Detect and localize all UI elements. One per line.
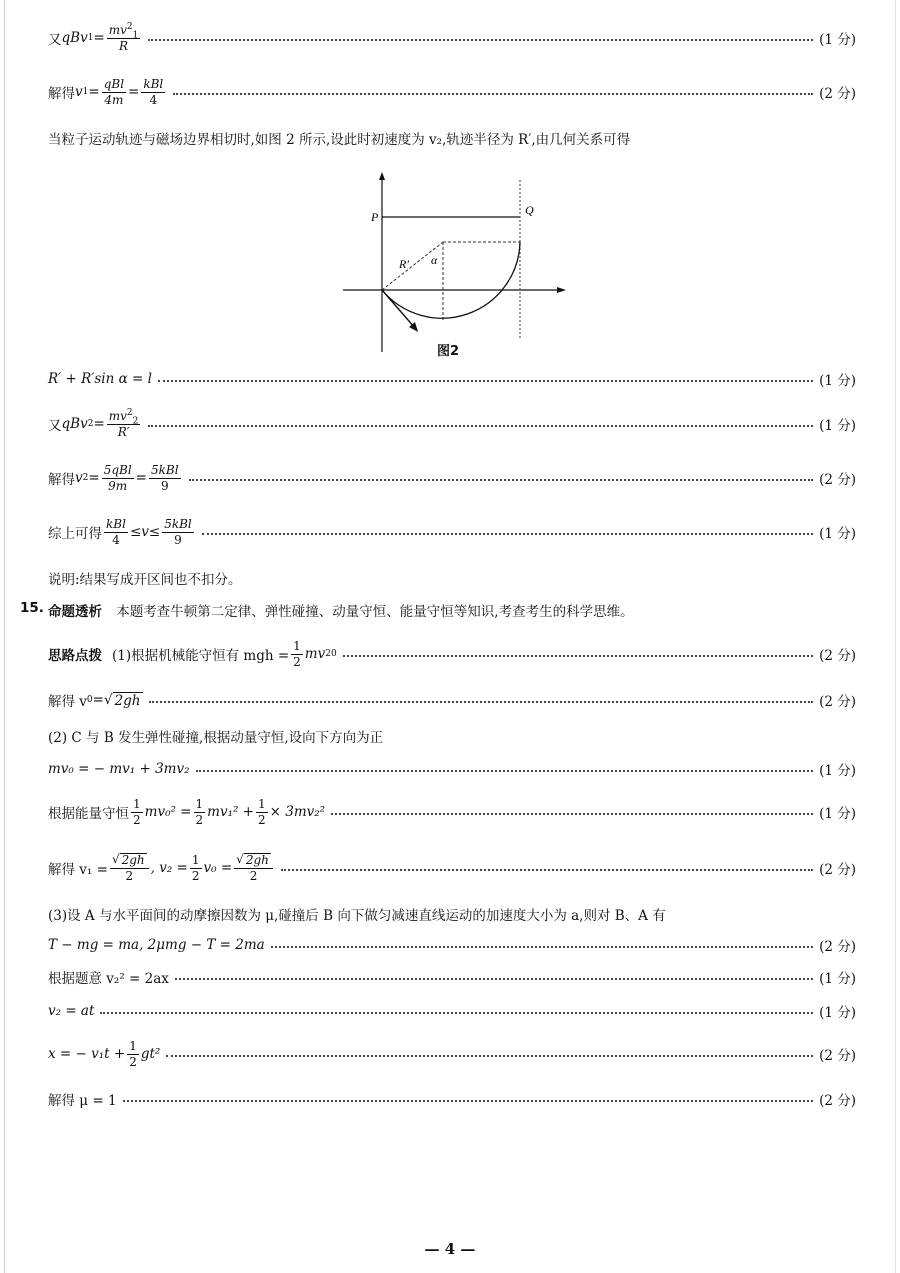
label-q: Q (525, 203, 534, 217)
equation-row-s4 (48, 758, 856, 780)
equation-expr: 根据能量守恒 $\frac{1}{2}$ mv₀² = $\frac{1}{2}$ mv₁² + $\frac{1}{2}$ × 3mv₂² (48, 796, 326, 827)
leader-dots (271, 946, 813, 948)
fraction: $\frac{\text{5kBl}}{9}$ (150, 462, 179, 493)
trajectory-arc (382, 242, 520, 318)
equation-row-4 (48, 368, 856, 390)
fraction: $\frac{1}{2}$ (258, 796, 266, 827)
equation-row-7 (48, 512, 856, 552)
x-axis-arrow (557, 287, 566, 293)
score-label: (1 分) (819, 32, 856, 48)
equation-row-2 (48, 72, 856, 112)
leader-dots (173, 93, 813, 95)
fraction: $\frac{\text{qBl}}{4m}$ (103, 76, 125, 107)
equation-row-s8 (48, 934, 856, 956)
page-number: — 4 — (424, 1240, 476, 1258)
fraction: $\frac{mv^2_1}{R}$ (108, 21, 139, 53)
leader-dots (331, 813, 813, 815)
label-p: P (371, 210, 379, 224)
score-label: (1 分) (819, 763, 856, 779)
equation-expr: mv₀ = − mv₁ + 3mv₂ (48, 761, 190, 777)
score-label: (2 分) (819, 694, 856, 710)
score-label: (1 分) (819, 1005, 856, 1021)
equation-row-s5 (48, 792, 856, 832)
equation-row-s10 (48, 1000, 856, 1022)
paragraph-text: 当粒子运动轨迹与磁场边界相切时,如图 2 所示,设此时初速度为 v₂,轨迹半径为 R′,由几何关系可得 (48, 132, 631, 148)
equation-row-1 (48, 18, 856, 58)
equation-expr: 又 qBv 2 = $\frac{mv^2_2}{R'}$ (48, 407, 139, 439)
leader-dots (100, 1012, 813, 1014)
fraction: $\frac{\text{5qBl}}{9m}$ (103, 462, 132, 493)
equation-expr: T − mg = ma, 2μmg − T = 2ma (48, 937, 265, 953)
score-label: (2 分) (819, 939, 856, 955)
score-label: (1 分) (819, 373, 856, 389)
score-label: (2 分) (819, 1048, 856, 1064)
equation-row-s9 (48, 966, 856, 988)
equation-row-s6 (48, 848, 856, 888)
score-label: (2 分) (819, 472, 856, 488)
leader-dots (189, 479, 814, 481)
score-label: (2 分) (819, 86, 856, 102)
equation-row-s12 (48, 1088, 856, 1110)
equation-expr: 解得 v 2 = $\frac{\text{5qBl}}{9m}$ = $\frac{\text{5kBl}}{9}$ (48, 462, 179, 493)
label-alpha: α (431, 253, 438, 267)
velocity-arrow (382, 290, 415, 328)
question-intro (48, 600, 634, 620)
leader-dots (202, 533, 813, 535)
score-label: (2 分) (819, 1093, 856, 1109)
leader-dots (175, 978, 813, 980)
intro-text: 本题考查牛顿第二定律、弹性碰撞、动量守恒、能量守恒等知识,考查考生的科学思维。 (116, 604, 634, 620)
fraction: $\frac{\text{kBl}}{4}$ (143, 76, 164, 107)
fraction: $\frac{1}{2}$ (191, 852, 200, 883)
equation-expr: 解得 v₁ = √ 2gh 2 , v₂ = $\frac{1}{2}$ v₀ = √ 2gh 2 (48, 853, 275, 882)
leader-dots (148, 39, 813, 41)
equation-row-s11 (48, 1034, 856, 1074)
equation-expr: v₂ = at (48, 1003, 95, 1019)
equation-row-s1 (48, 634, 856, 674)
score-label: (1 分) (819, 526, 856, 542)
equation-row-6 (48, 458, 856, 498)
intro-label: 命题透析 (48, 604, 102, 620)
question-number: 15. (20, 600, 44, 616)
leader-dots (196, 770, 814, 772)
leader-dots (281, 869, 813, 871)
equation-expr: 解得 v 1 = $\frac{\text{qBl}}{4m}$ = $\frac{\text{kBl}}{4}$ (48, 76, 164, 107)
fraction: √ 2gh 2 (110, 853, 149, 882)
fraction: √ 2gh 2 (234, 853, 273, 882)
equation-expr: 解得 v 0 = √ 2gh (48, 691, 141, 710)
figure-caption: 图2 (437, 344, 460, 359)
score-label: (1 分) (819, 806, 856, 822)
paragraph-text: (2) C 与 B 发生弹性碰撞,根据动量守恒,设向下方向为正 (48, 730, 384, 746)
y-axis-arrow (379, 172, 385, 180)
leader-dots (123, 1100, 814, 1102)
leader-dots (149, 701, 814, 703)
label-radius: R′ (399, 257, 409, 271)
fraction: $\frac{1}{2}$ (293, 638, 301, 669)
equation-expr: 综上可得 $\frac{\text{kBl}}{4}$ ≤v≤ $\frac{\text{5kBl}}{9}$ (48, 516, 192, 547)
fraction: $\frac{\text{5kBl}}{9}$ (164, 516, 192, 547)
hint-label: 思路点拨 (48, 648, 102, 664)
page-right-edge (895, 0, 896, 1273)
paragraph-text: (3)设 A 与水平面间的动摩擦因数为 μ,碰撞后 B 向下做匀减速直线运动的加速度大小为 a,则对 B、A 有 (48, 908, 666, 924)
fraction: $\frac{mv^2_2}{R'}$ (108, 407, 139, 439)
page-left-edge (4, 0, 5, 1273)
note-text: 说明:结果写成开区间也不扣分。 (48, 572, 242, 588)
leader-dots (343, 655, 813, 657)
fraction: $\frac{1}{2}$ (195, 796, 204, 827)
score-label: (2 分) (819, 648, 856, 664)
score-label: (2 分) (819, 862, 856, 878)
equation-expr: 又 qBv 1 = $\frac{mv^2_1}{R}$ (48, 21, 139, 53)
leader-dots (166, 1055, 813, 1057)
equation-row-s2 (48, 688, 856, 712)
sqrt: √ 2gh (103, 691, 141, 709)
equation-expr: 根据题意 v₂² = 2ax (48, 971, 169, 987)
trajectory-figure (335, 172, 575, 362)
equation-row-5 (48, 404, 856, 444)
score-label: (1 分) (819, 418, 856, 434)
equation-expr: 解得 μ = 1 (48, 1093, 117, 1109)
fraction: $\frac{1}{2}$ (133, 796, 141, 827)
score-label: (1 分) (819, 971, 856, 987)
equation-expr: R′ + R′sin α = l (48, 371, 152, 387)
fraction: $\frac{\text{kBl}}{4}$ (106, 516, 126, 547)
leader-dots (148, 425, 813, 427)
leader-dots (158, 380, 813, 382)
fraction: $\frac{1}{2}$ (129, 1038, 137, 1069)
equation-expr: 思路点拨 (1)根据机械能守恒有 mgh = $\frac{1}{2}$ mv 2 0 (48, 638, 337, 669)
equation-expr: x = − v₁t + $\frac{1}{2}$ gt² (48, 1038, 161, 1069)
